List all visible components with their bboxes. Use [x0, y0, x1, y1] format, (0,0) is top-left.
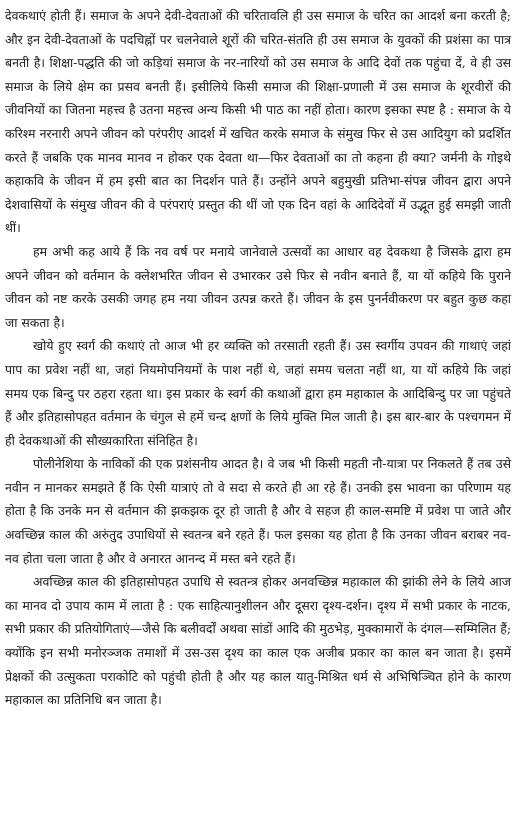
paragraph-5: अवच्छिन्न काल की इतिहासोपहत उपाधि से स्वतन्त्र होकर अनवच्छिन्न महाकाल की झांकी लेने के लिये आज का मानव दो उपाय काम में लाता है : एक साहित्यानुशीलन और दूसरा दृश्य-दर्शन। दृश्य में सभी प्रकार के नाटक, सभी प्रकार की प्रतियोगिताएं—जैसे कि बलीवर्दों अथवा सांडों आदि की मुठभेड़, मुक्कामारों के दंगल—सम्मिलित हैं; क्योंकि इन सभी मनोरञ्जक तमाशों में उस-उस दृश्य का काल एक अजीब प्रकार का काल बन जाता है। इसमें प्रेक्षकों की उत्सुकता पराकोटि को पहुंची होती है और यह काल यातु-मिश्रित धर्म से अभिषिञ्चित होने के कारण महाकाल का प्रतिनिधि बन जाता है। [5, 574, 511, 708]
paragraph-4: पोलीनेशिया के नाविकों की एक प्रशंसनीय आदत है। वे जब भी किसी महती नौ-यात्रा पर निकलते हैं तब उसे नवीन न मानकर समझते हैं कि ऐसी यात्राएं तो वे सदा से करते ही आ रहे हैं। उनकी इस भावना का परिणाम यह होता है कि उनके मन से वर्तमान की झकझक दूर हो जाती है और वे सहज ही काल-समष्टि में प्रवेश पा जाते और अवच्छिन्न काल की अरुंतुद उपाधियों से स्वतन्त्र बने रहते हैं। फल इसका यह होता है कि उनका जीवन बराबर नव-नव होता चला जाता है और वे अनारत आनन्द में मस्त बने रहते हैं। [5, 456, 511, 566]
paragraph-3: खोये हुए स्वर्ग की कथाएं तो आज भी हर व्यक्ति को तरसाती रहती हैं। उस स्वर्गीय उपवन की गाथाएं जहां पाप का प्रवेश नहीं था, जहां नियमोपनियमों के पाश नहीं थे, जहां समय चलता नहीं था, या यों कहिये कि जहां समय एक बिन्दु पर ठहरा रहता था। इस प्रकार के स्वर्ग की कथाओं द्वारा हम महाकाल के आदिबिन्दु पर जा पहुंचते हैं और इतिहासोपहत वर्तमान के चंगुल से हमें चन्द क्षणों के लिये मुक्ति मिल जाती है। इस बार-बार के पश्चगमन में ही देवकथाओं की सौख्यकारिता संनिहित है। [5, 338, 511, 448]
paragraph-2: हम अभी कह आये हैं कि नव वर्ष पर मनाये जानेवाले उत्सवों का आधार वह देवकथा है जिसके द्वारा हम अपने जीवन को वर्तमान के क्लेशभरित जीवन से उभारकर उसे फिर से नवीन बनाते हैं, या यों कहिये कि पुराने जीवन को नष्ट करके उसकी जगह हम नया जीवन उत्पन्न करते हैं। जीवन के इस पुनर्नवीकरण पर बहुत कुछ कहा जा सकता है। [5, 243, 511, 330]
paragraph-1: देवकथाएं होती हैं। समाज के अपने देवी-देवताओं की चरितावलि ही उस समाज के चरित का आदर्श बना करती है; और इन देवी-देवताओं के पदचिह्नों पर चलनेवाले शूरों की चरित-संतति ही उस समाज के युवकों की प्रशंसा का पात्र बनती है। शिक्षा-पद्धति की जो कड़ियां समाज के नर-नारियों को उस समाज के आदि देवों तक पहुंचा दें, वे ही उस समाज के लिये क्षेम का प्रसव बनती हैं। इसीलिये किसी समाज की शिक्षा-प्रणाली में उस समाज के शूरवीरों की जीवनियों का जितना महत्त्व है उतना महत्त्व अन्य किसी भी पाठ का नहीं होता। कारण इसका स्पष्ट है : समाज के ये करिश्म नरनारी अपने जीवन को परंपरीए आदर्श में खचित करके समाज के संमुख फिर से उस आदियुग को प्रदर्शित करते हैं जबकि एक मानव मानव न होकर एक देवता था—फिर देवताओं का तो कहना ही क्या? जर्मनी के गोइथे कहाकवि के जीवन में हम इसी बात का निदर्शन पाते हैं। उन्होंने अपने बहुमुखी प्रतिभा-संपन्न जीवन द्वारा अपने देशवासियों के संमुख जीवन की वे परंपराएं प्रस्तुत की थीं जो एक दिन वहां के आदिदेवों में उद्भूत हुई समझी जाती थीं। [5, 8, 511, 236]
